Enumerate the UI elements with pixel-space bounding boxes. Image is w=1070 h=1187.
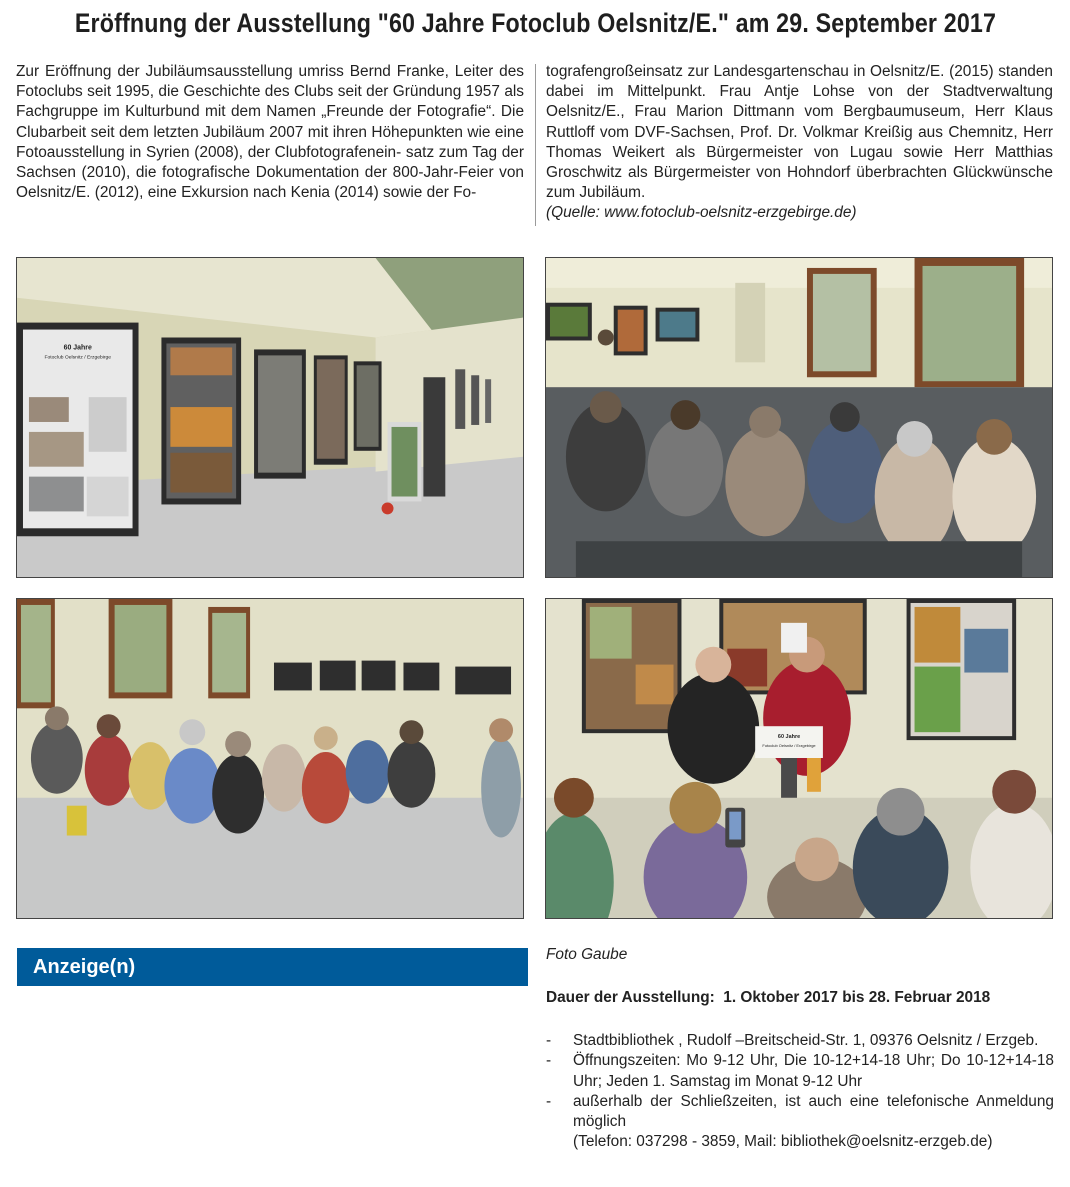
list-item — [546, 1092, 1054, 1153]
column-divider — [535, 64, 536, 226]
article-right-text: tografengroßeinsatz zur Landesgartenschau in Oelsnitz/E. (2015) standen dabei im Mittelpunkt. Frau Antje Lohse von der Stadtverwaltung Oelsnitz/E., Frau Marion Dittmann vom Bergbaumuseum, Herr Klaus Ruttloff vom DVF-Sachsen, Prof. Dr. Volkmar Kreißig aus Chemnitz, Herr Thomas Weikert als Bürgermeister von Lugau sowie Herr Matthias Groschwitz als Bürgermeister von Hohndorf überbrachten Glückwünsche zum Jubiläum. — [546, 63, 1053, 202]
ad-section-header: Anzeige(n) — [17, 948, 528, 986]
list-bullet: - — [546, 1092, 552, 1110]
list-item-text: Stadtbibliothek , Rudolf –Breitscheid-Str. 1, 09376 Oelsnitz / Erzgeb. — [573, 1032, 1039, 1049]
panel-heading: 60 Jahre — [63, 344, 92, 352]
list-bullet: - — [546, 1032, 552, 1049]
photo-credit: Foto Gaube — [546, 946, 628, 963]
list-item — [546, 1031, 1054, 1051]
article-column-left — [16, 62, 524, 203]
photo-exhibition-hallway — [16, 257, 524, 578]
list-item-text: außerhalb der Schließzeiten, ist auch eine telefonische Anmeldung möglich — [573, 1092, 1054, 1131]
photo-speakers — [545, 598, 1053, 919]
list-item-text: Öffnungszeiten: Mo 9-12 Uhr, Die 10-12+14-18 Uhr; Do 10-12+14-18 Uhr; Jeden 1. Samstag im Monat 9-12 Uhr — [573, 1052, 1054, 1090]
photo-audience-wide — [16, 598, 524, 919]
panel-subheading: Fotoclub Oelsnitz / Erzgebirge — [44, 355, 112, 361]
article-source: (Quelle: www.fotoclub-oelsnitz-erzgebirge.de) — [546, 204, 857, 222]
exhibition-duration: Dauer der Ausstellung: 1. Oktober 2017 bis 28. Februar 2018 — [546, 989, 991, 1006]
list-item — [546, 1051, 1054, 1092]
sign-line-2: Fotoclub Oelsnitz / Erzgebirge — [762, 743, 816, 749]
sign-line-1: 60 Jahre — [777, 734, 801, 741]
article-column-right — [546, 62, 1053, 224]
article-left-text: Zur Eröffnung der Jubiläumsausstellung umriss Bernd Franke, Leiter des Fotoclubs seit 1995, die Geschichte des Clubs seit der Gründung 1957 als Fachgruppe im Kulturbund mit dem Namen „Freunde der Fotografie“. Die Clubarbeit seit dem letzten Jubiläum 2007 mit ihren Höhepunkten wie eine Fotoausstellung in Syrien (2008), der Clubfotografenein- satz zum Tag der Sachsen (2010), die fotografische Dokumentation der 800-Jahr-Feier von Oelsnitz/E. (2012), eine Exkursion nach Kenia (2014) sowie der Fo- — [16, 63, 524, 202]
contact-info: (Telefon: 037298 - 3859, Mail: bibliothek@oelsnitz-erzgeb.de) — [573, 1133, 993, 1151]
list-bullet: - — [546, 1052, 552, 1070]
exhibition-info-list — [546, 1031, 1054, 1153]
article-title: Eröffnung der Ausstellung "60 Jahre Fotoclub Oelsnitz/E." am 29. September 2017 — [74, 8, 997, 38]
photo-audience — [545, 257, 1053, 578]
